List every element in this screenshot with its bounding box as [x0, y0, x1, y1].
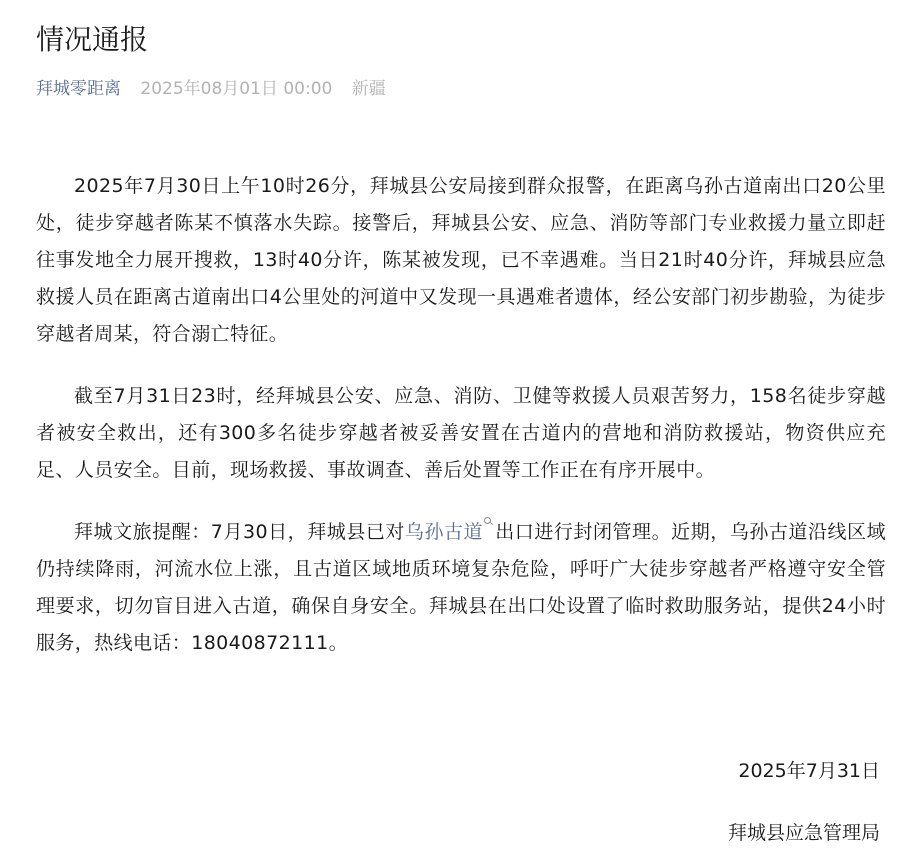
- article-body: [36, 168, 886, 687]
- reminder-text-after: 出口进行封闭管理。近期，乌孙古道沿线区域仍持续降雨，河流水位上涨，且古道区域地质环境复杂危险，呼吁广大徒步穿越者严格遵守安全管理要求，切勿盲目进入古道，确保自身安全。拜城县在出口处设置了临时救助服务站，提供24小时服务，热线电话：18040872111。: [36, 521, 886, 654]
- paragraph-rescue-status: 截至7月31日23时，经拜城县公安、应急、消防、卫健等救援人员艰苦努力，158名徒步穿越者被安全救出，还有300多名徒步穿越者被妥善安置在古道内的营地和消防救援站，物资供应充足、人员安全。目前，现场救援、事故调查、善后处置等工作正在有序开展中。: [36, 385, 886, 481]
- publish-time: 2025年08月01日 00:00: [140, 79, 333, 99]
- search-icon[interactable]: [484, 517, 493, 526]
- signature-date: 2025年7月31日: [738, 760, 880, 782]
- paragraph-incident: 2025年7月30日上午10时26分，拜城县公安局接到群众报警，在距离乌孙古道南出口20公里处，徒步穿越者陈某不慎落水失踪。接警后，拜城县公安、应急、消防等部门专业救援力量立即赶往事发地全力展开搜救，13时40分许，陈某被发现，已不幸遇难。当日21时40分许，拜城县应急救援人员在距离古道南出口4公里处的河道中又发现一具遇难者遗体，经公安部门初步勘验，为徒步穿越者周某，符合溺亡特征。: [36, 175, 886, 345]
- signature-organization: 拜城县应急管理局: [727, 822, 880, 844]
- publish-location: 新疆: [351, 79, 386, 99]
- paragraph-reminder: [36, 514, 886, 662]
- reminder-text-before: 拜城文旅提醒：7月30日，拜城县已对: [74, 521, 405, 543]
- article-meta: [36, 77, 386, 101]
- article-title: 情况通报: [36, 23, 149, 56]
- wusun-ancient-road-link[interactable]: 乌孙古道: [404, 521, 484, 543]
- account-name-link[interactable]: 拜城零距离: [36, 79, 121, 99]
